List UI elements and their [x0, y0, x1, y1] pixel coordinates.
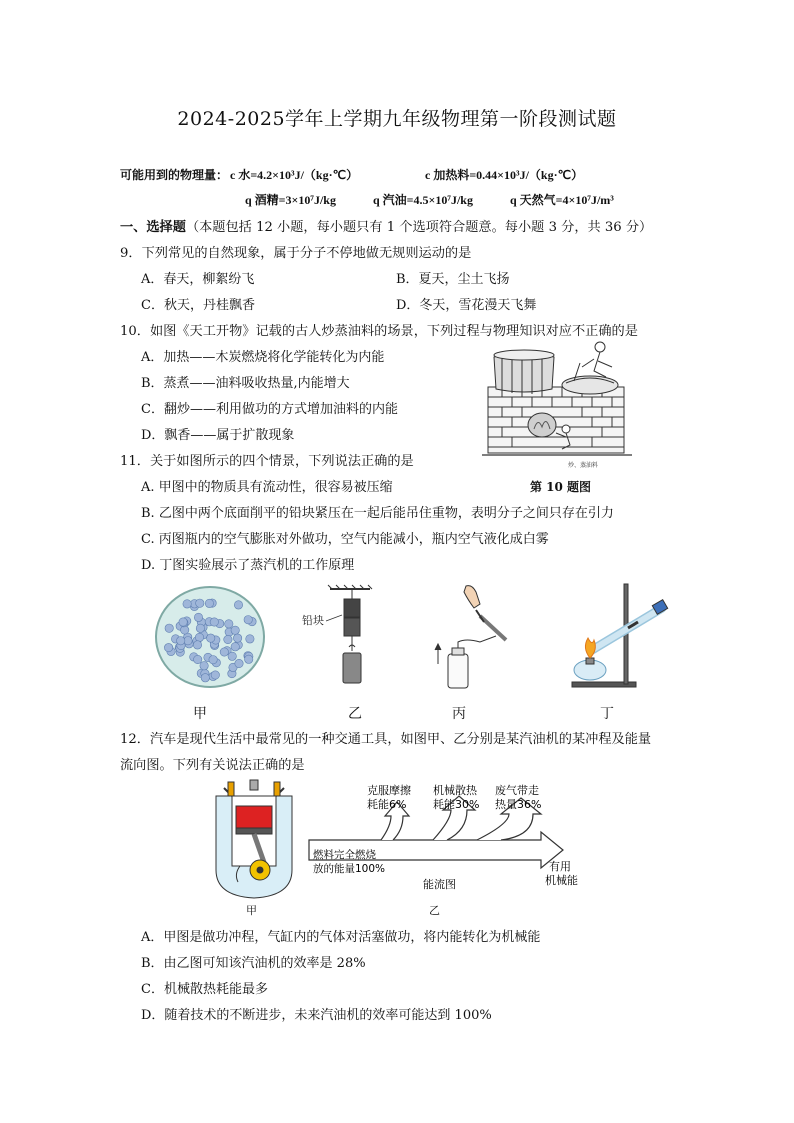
- q11-label-yi: 乙: [348, 706, 362, 722]
- section-heading: [120, 216, 652, 235]
- q11-option-c[interactable]: C. 丙图瓶内的空气膨胀对外做功，空气内能减小，瓶内空气液化成白雾: [141, 532, 549, 547]
- q11-option-b[interactable]: B. 乙图中两个底面削平的铅块紧压在一起后能吊住重物，表明分子之间只存在引力: [141, 506, 614, 521]
- flow-exhaust-line1: 废气带走: [495, 784, 539, 797]
- q11-figure-bing: [436, 582, 520, 690]
- flow-diagram-name: 能流图: [423, 878, 456, 891]
- section-note: （本题包括 12 小题，每小题只有 1 个选项符合题意。每小题 3 分，共 36 分）: [185, 220, 653, 235]
- q10-figure-caption: 第 10 题图: [530, 480, 592, 494]
- flow-useful-line2: 机械能: [545, 874, 578, 887]
- flow-friction-line1: 克服摩擦: [367, 784, 411, 797]
- constant-c-oil: c 加热料=0.44×10³J/（kg·℃）: [425, 168, 584, 182]
- q12-label-jia: 甲: [246, 904, 257, 917]
- flow-useful-line1: 有用: [549, 860, 571, 873]
- q12-stem-line1: 12．汽车是现代生活中最常见的一种交通工具，如图甲、乙分别是某汽油机的某冲程及能量: [120, 732, 652, 747]
- flow-heat-line2: 耗能30%: [433, 798, 480, 811]
- q12-option-a[interactable]: A．甲图是做功冲程，气缸内的气体对活塞做功，将内能转化为机械能: [141, 930, 541, 945]
- constant-q-alcohol: q 酒精=3×10⁷J/kg: [245, 193, 336, 207]
- q10-figure: [482, 337, 632, 469]
- q9-option-b[interactable]: B．夏天，尘土飞扬: [396, 272, 510, 287]
- q10-figure-inner-label: 炒、蒸油料: [568, 462, 599, 469]
- q12-option-d[interactable]: D．随着技术的不断进步，未来汽油机的效率可能达到 100%: [141, 1008, 492, 1023]
- q11-option-d[interactable]: D. 丁图实验展示了蒸汽机的工作原理: [141, 558, 355, 573]
- q10-option-a[interactable]: A．加热——木炭燃烧将化学能转化为内能: [141, 350, 385, 365]
- q11-label-jia: 甲: [193, 706, 207, 722]
- constant-q-gas: q 天然气=4×10⁷J/m³: [510, 193, 614, 207]
- lead-block-label: 铅块: [302, 614, 324, 627]
- q9-option-d[interactable]: D．冬天，雪花漫天飞舞: [396, 298, 537, 313]
- q12-energy-flow: [305, 780, 625, 900]
- constants-label: 可能用到的物理量：: [120, 168, 229, 182]
- q11-figure-yi: [300, 585, 380, 689]
- flow-fuel-line1: 燃料完全燃烧: [313, 849, 376, 861]
- q11-label-ding: 丁: [600, 706, 614, 722]
- q11-stem: 11．关于如图所示的四个情景，下列说法正确的是: [120, 454, 414, 469]
- q12-option-c[interactable]: C．机械散热耗能最多: [141, 982, 268, 997]
- q12-engine-figure: [210, 778, 298, 902]
- q12-stem-line2: 流向图。下列有关说法正确的是: [120, 758, 305, 773]
- q10-option-c[interactable]: C．翻炒——利用做功的方式增加油料的内能: [141, 402, 398, 417]
- q10-option-d[interactable]: D．飘香——属于扩散现象: [141, 428, 295, 443]
- q12-option-b[interactable]: B．由乙图可知该汽油机的效率是 28%: [141, 956, 366, 971]
- q12-label-yi: 乙: [429, 904, 440, 917]
- q10-stem: 10．如图《天工开物》记载的古人炒蒸油料的场景，下列过程与物理知识对应不正确的是: [120, 324, 638, 339]
- constant-q-gasoline: q 汽油=4.5×10⁷J/kg: [373, 193, 473, 207]
- q11-figure-ding: [568, 580, 672, 690]
- q9-option-c[interactable]: C．秋天，丹桂飘香: [141, 298, 255, 313]
- q11-option-a[interactable]: A. 甲图中的物质具有流动性，很容易被压缩: [141, 480, 393, 495]
- flow-friction-line2: 耗能6%: [367, 798, 407, 811]
- q9-stem: 9．下列常见的自然现象，属于分子不停地做无规则运动的是: [120, 246, 472, 261]
- q9-option-a[interactable]: A．春天，柳絮纷飞: [141, 272, 255, 287]
- flow-heat-line1: 机械散热: [433, 784, 477, 797]
- flow-fuel-line2: 放的能量100%: [313, 863, 386, 875]
- constant-c-water: c 水=4.2×10³J/（kg·℃）: [230, 168, 359, 182]
- page-title: 2024-2025学年上学期九年级物理第一阶段测试题: [177, 108, 617, 130]
- flow-exhaust-line2: 热量36%: [495, 798, 542, 811]
- q10-option-b[interactable]: B．蒸煮——油料吸收热量,内能增大: [141, 376, 350, 391]
- q11-label-bing: 丙: [452, 706, 466, 722]
- q11-figure-jia: [154, 585, 266, 689]
- section-title: 一、选择题: [120, 220, 186, 235]
